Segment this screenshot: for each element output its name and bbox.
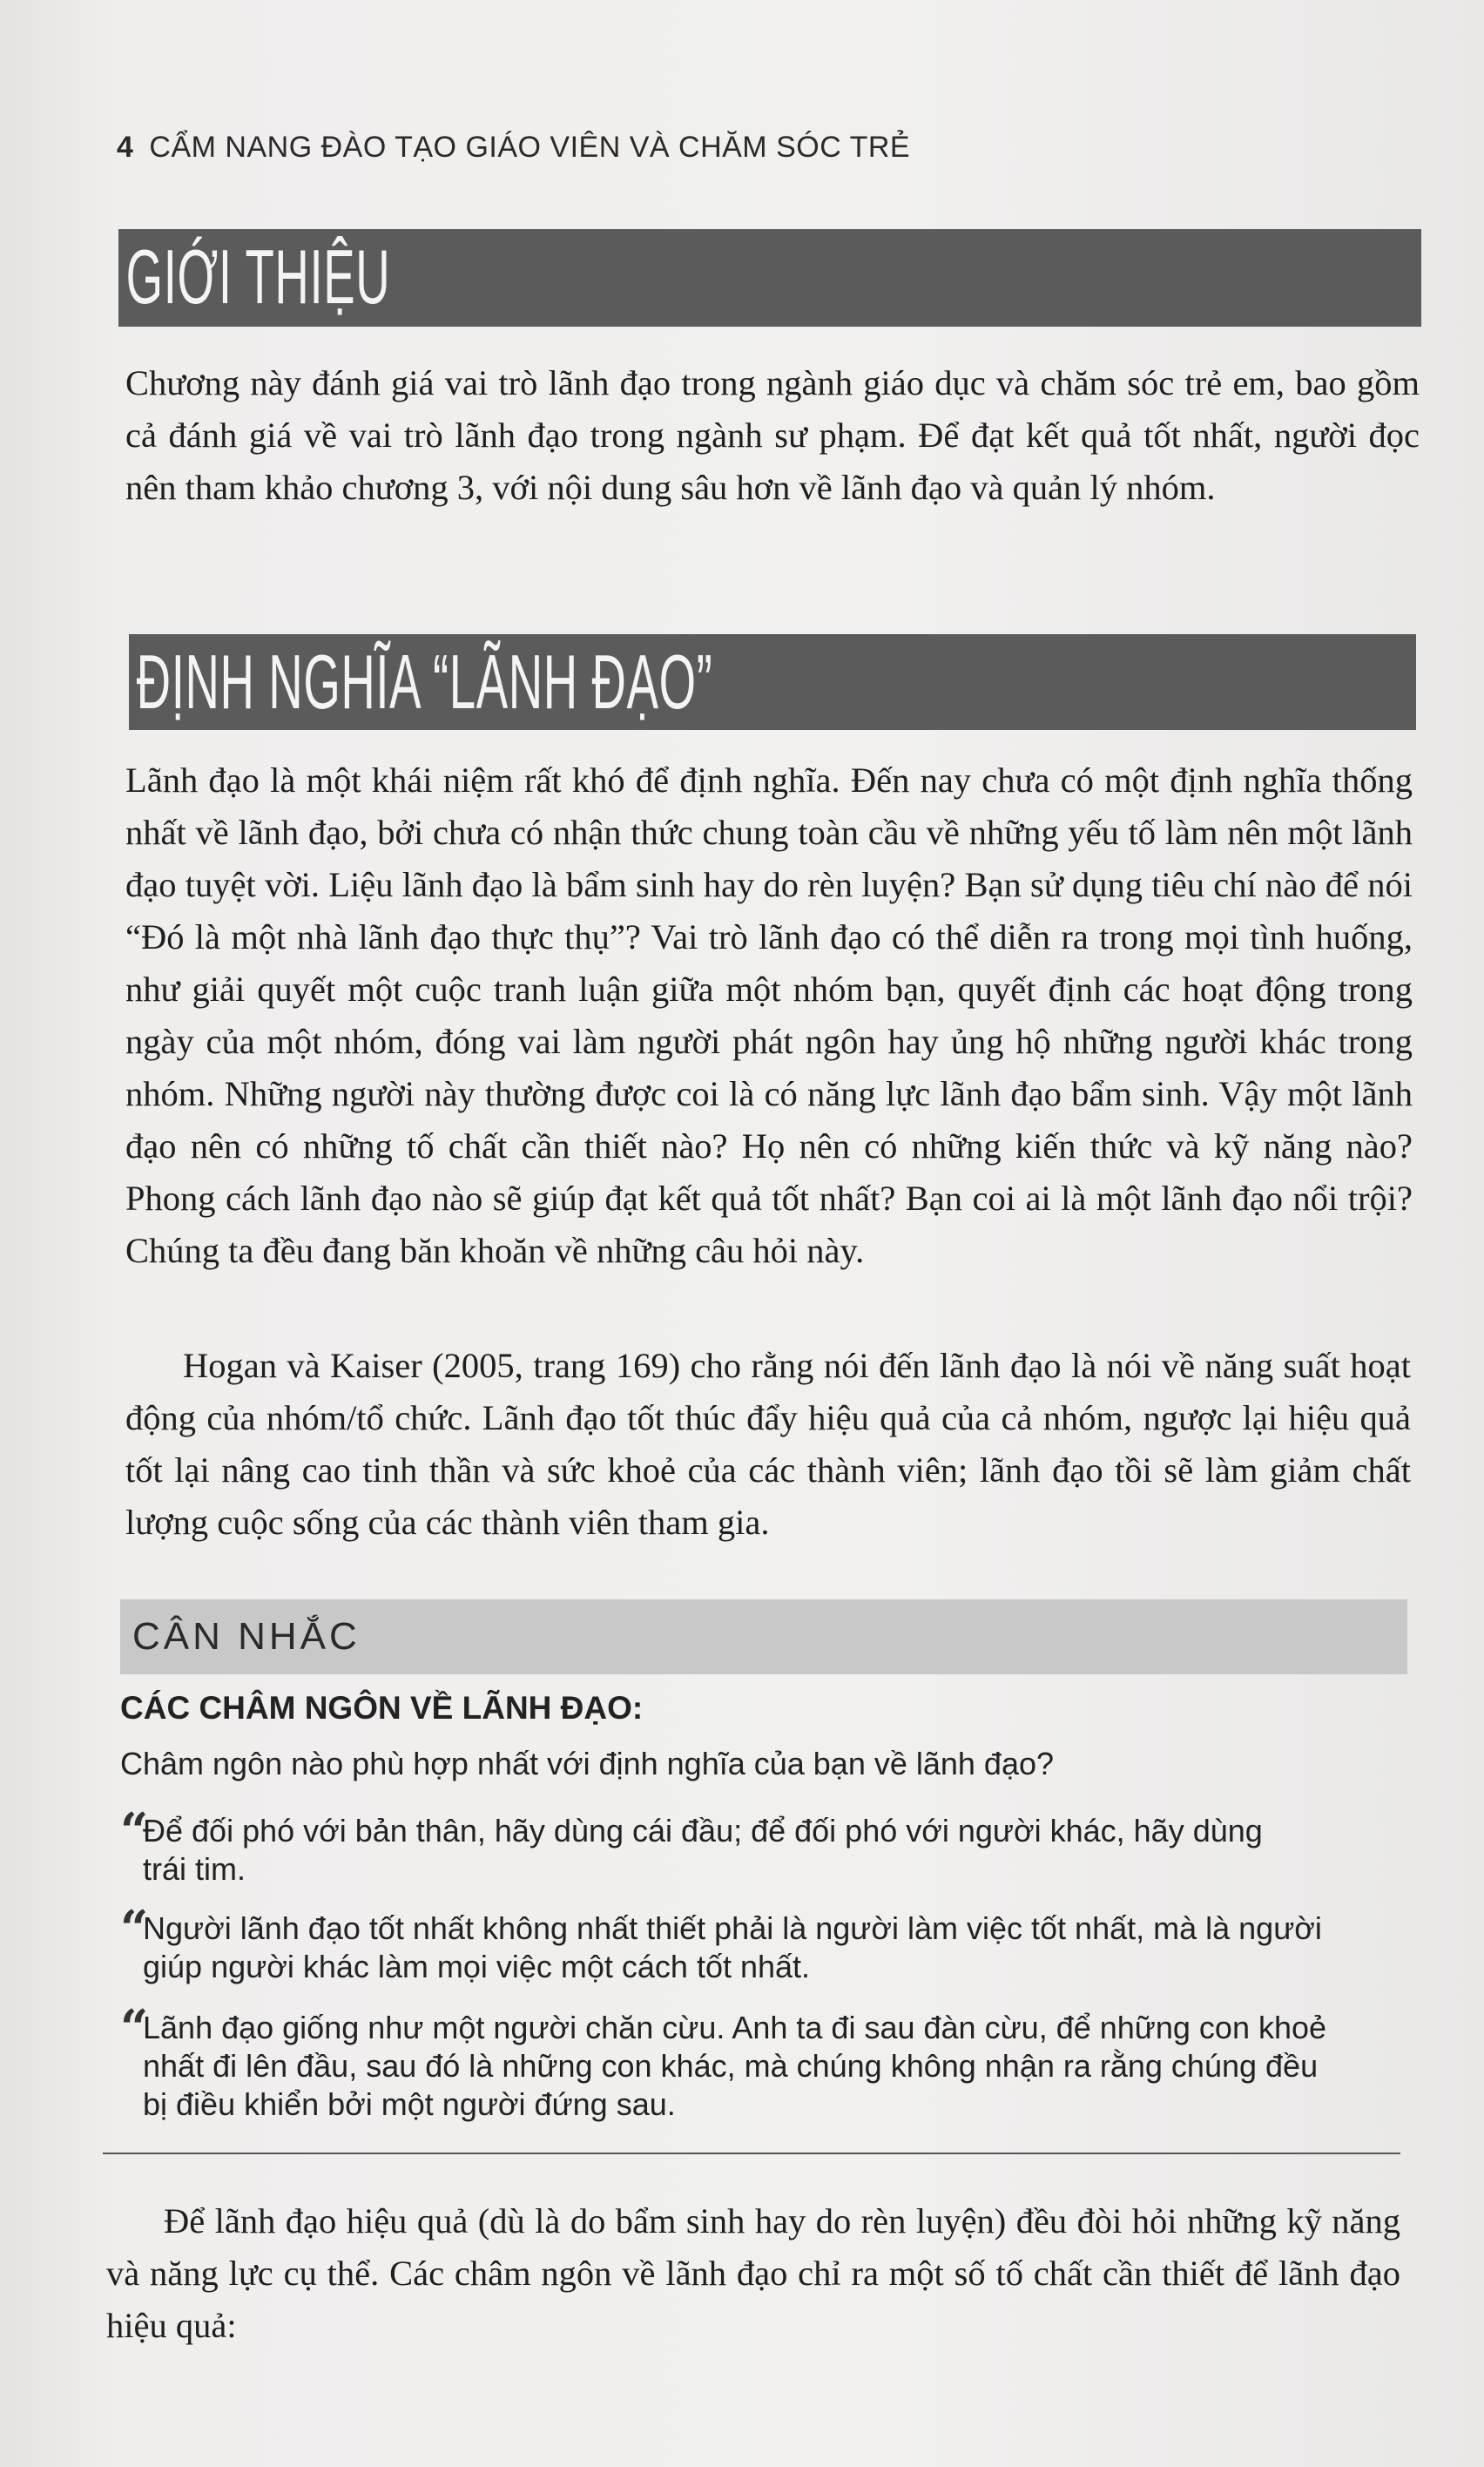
quote-mark-icon: “ [120,1900,149,1957]
maxim-3-line-2: nhất đi lên đầu, sau đó là những con khác, mà chúng không nhận ra rằng chúng đều [143,2048,1319,2084]
intro-heading: GIỚI THIỆU [125,233,391,320]
maxims-question: Châm ngôn nào phù hợp nhất với định nghĩa của bạn về lãnh đạo? [120,1746,1055,1781]
maxim-3-line-1: Lãnh đạo giống như một người chăn cừu. Anh ta đi sau đàn cừu, để những con khoẻ [143,2010,1327,2045]
maxim-2-line-1: Người lãnh đạo tốt nhất không nhất thiết phải là người làm việc tốt nhất, mà là người [143,1910,1322,1946]
maxim-quote-1 [120,1802,1406,1889]
running-head-title: CẨM NANG ĐÀO TẠO GIÁO VIÊN VÀ CHĂM SÓC TRẺ [149,131,911,164]
section-divider [103,2153,1400,2154]
maxims-heading: CÁC CHÂM NGÔN VỀ LÃNH ĐẠO: [120,1690,644,1726]
closing-paragraph: Để lãnh đạo hiệu quả (dù là do bẩm sinh hay do rèn luyện) đều đòi hỏi những kỹ năng và năng lực cụ thể. Các châm ngôn về lãnh đạo chỉ ra một số tố chất cần thiết để lãnh đạo hiệu quả: [106,2201,1400,2345]
running-head [117,131,910,165]
definition-heading: ĐỊNH NGHĨA “LÃNH ĐẠO” [136,639,713,725]
quote-mark-icon: “ [120,1999,149,2057]
intro-heading-banner [118,229,1421,327]
definition-heading-banner [129,634,1416,730]
consider-label: CÂN NHẮC [132,1615,361,1658]
consider-label-bar [120,1599,1407,1674]
maxim-2-line-2: giúp người khác làm mọi việc một cách tốt nhất. [143,1949,811,1984]
maxim-1-line-1: Để đối phó với bản thân, hãy dùng cái đầu; để đối phó với người khác, hãy dùng [143,1813,1263,1849]
maxim-1-line-2: trái tim. [143,1851,246,1887]
maxim-quote-3 [120,1999,1406,2124]
quote-mark-icon: “ [120,1802,149,1860]
maxim-3-line-3: bị điều khiển bởi một người đứng sau. [143,2086,676,2122]
definition-paragraph-2: Hogan và Kaiser (2005, trang 169) cho rằng nói đến lãnh đạo là nói về năng suất hoạt động của nhóm/tổ chức. Lãnh đạo tốt thúc đẩy hiệu quả của cả nhóm, ngược lại hiệu quả tốt lại nâng cao tinh thần và sức khoẻ của các thành viên; lãnh đạo tồi sẽ làm giảm chất lượng cuộc sống của các thành viên tham gia. [125,1346,1411,1542]
definition-paragraph-1: Lãnh đạo là một khái niệm rất khó để định nghĩa. Đến nay chưa có một định nghĩa thống nhất về lãnh đạo, bởi chưa có nhận thức chung toàn cầu về những yếu tố làm nên một lãnh đạo tuyệt vời. Liệu lãnh đạo là bẩm sinh hay do rèn luyện? Bạn sử dụng tiêu chí nào để nói “Đó là một nhà lãnh đạo thực thụ”? Vai trò lãnh đạo có thể diễn ra trong mọi tình huống, như giải quyết một cuộc tranh luận giữa một nhóm bạn, quyết định các hoạt động trong ngày của một nhóm, đóng vai làm người phát ngôn hay ủng hộ những người khác trong nhóm. Những người này thường được coi là có năng lực lãnh đạo bẩm sinh. Vậy một lãnh đạo nên có những tố chất cần thiết nào? Họ nên có những kiến thức và kỹ năng nào? Phong cách lãnh đạo nào sẽ giúp đạt kết quả tốt nhất? Bạn coi ai là một lãnh đạo nổi trội? Chúng ta đều đang băn khoăn về những câu hỏi này. [125,760,1413,1270]
page-number: 4 [117,131,134,164]
intro-paragraph: Chương này đánh giá vai trò lãnh đạo trong ngành giáo dục và chăm sóc trẻ em, bao gồm cả đánh giá về vai trò lãnh đạo trong ngành sư phạm. Để đạt kết quả tốt nhất, người đọc nên tham khảo chương 3, với nội dung sâu hơn về lãnh đạo và quản lý nhóm. [125,363,1420,507]
maxim-quote-2 [120,1900,1406,1986]
